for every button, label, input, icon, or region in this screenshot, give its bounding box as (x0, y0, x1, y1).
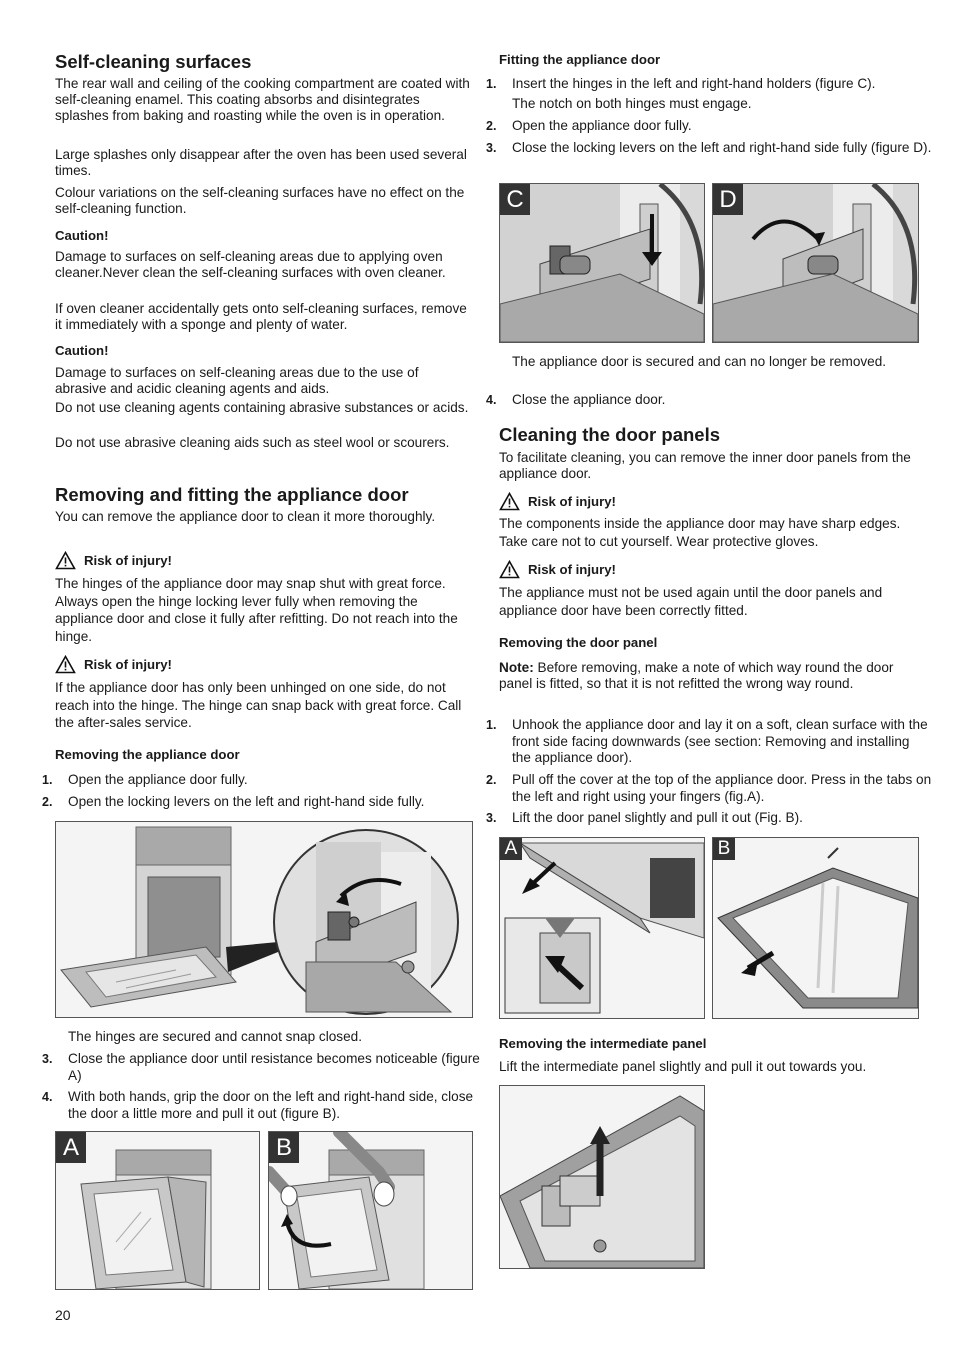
section-heading-self-cleaning: Self-cleaning surfaces (55, 51, 252, 72)
figure-b-grip-door (268, 1131, 473, 1290)
fitting-step-1: 1. Insert the hinges in the left and right-hand holders (figure C). (486, 76, 876, 91)
section-heading-cleaning-door-panels: Cleaning the door panels (499, 424, 720, 445)
panel-step-2: 2. Pull off the cover at the top of the appliance door. Press in the tabs on the left and right using your fingers (fig.A). (486, 772, 932, 804)
figure-d-close-lever (712, 183, 919, 343)
warning-triangle-icon (499, 492, 520, 511)
panel-step-3: 3. Lift the door panel slightly and pull it out (Fig. B). (486, 810, 803, 825)
risk-warning-3 (499, 492, 616, 511)
warning-triangle-icon (499, 560, 520, 579)
sub-heading-removing-door-panel: Removing the door panel (499, 635, 658, 650)
self-cleaning-paragraph-2: Large splashes only disappear after the oven has been used several times. (55, 147, 467, 178)
risk-warning-2 (55, 655, 172, 674)
sub-heading-intermediate-panel: Removing the intermediate panel (499, 1036, 707, 1051)
figure-label-a: A (56, 1132, 86, 1163)
figure-a-close-door (55, 1131, 260, 1290)
panel-step-1: 1. Unhook the appliance door and lay it on a soft, clean surface with the front side facing downwards (see section: Removing and installing the appliance door). (486, 717, 928, 765)
sub-heading-fitting-door: Fitting the appliance door (499, 52, 661, 67)
removing-step-4: 4. With both hands, grip the door on the left and right-hand side, close the door a little more and pull it out (figure B). (42, 1089, 474, 1121)
figure-label-a-panel: A (500, 838, 522, 860)
caution-title-2: Caution! (55, 343, 109, 358)
risk-warning-2-text: If the appliance door has only been unhinged on one side, do not reach into the hinge. The hinge can snap back with great force. Call the after-sales service. (55, 680, 462, 731)
caution-2-text-2: Do not use cleaning agents containing abrasive substances or acids. (55, 400, 469, 415)
sub-heading-removing-door: Removing the appliance door (55, 747, 240, 762)
risk-warning-3-title: Risk of injury! (528, 494, 616, 509)
fitting-step-4: 4. Close the appliance door. (486, 392, 666, 407)
figure-label-d: D (713, 184, 743, 215)
figure-label-b: B (269, 1132, 299, 1163)
warning-triangle-icon (55, 655, 76, 674)
self-cleaning-paragraph-1: The rear wall and ceiling of the cooking compartment are coated with self-cleaning enamel. This coating absorbs and disintegrates splashes from baking and roasting while the oven is in operation. (55, 76, 470, 123)
risk-warning-2-title: Risk of injury! (84, 657, 172, 672)
figure-a-remove-cover (499, 837, 705, 1019)
caution-1-text-2: If oven cleaner accidentally gets onto self-cleaning surfaces, remove it immediately with a sponge and plenty of water. (55, 301, 467, 332)
risk-warning-1-text: The hinges of the appliance door may snap shut with great force. Always open the hinge locking lever fully when removing the appliance door and close it fully after refitting. Do not reach into the hinge. (55, 576, 458, 644)
risk-warning-4 (499, 560, 616, 579)
page-number: 20 (55, 1307, 71, 1323)
risk-warning-1-title: Risk of injury! (84, 553, 172, 568)
risk-warning-4-text: The appliance must not be used again until the door panels and appliance door have been correctly fitted. (499, 585, 883, 618)
fitting-step-2: 2. Open the appliance door fully. (486, 118, 692, 133)
removing-step-3: 3. Close the appliance door until resistance becomes noticeable (figure A) (42, 1051, 480, 1083)
figure-oven-hinge-lever (55, 821, 473, 1018)
intermediate-panel-text: Lift the intermediate panel slightly and pull it out towards you. (499, 1059, 867, 1074)
self-cleaning-paragraph-3: Colour variations on the self-cleaning surfaces have no effect on the self-cleaning function. (55, 185, 465, 216)
risk-warning-1 (55, 551, 172, 570)
figure-c-insert-hinge (499, 183, 705, 343)
risk-warning-3-text: The components inside the appliance door may have sharp edges. Take care not to cut yourself. Wear protective gloves. (499, 516, 901, 549)
door-panels-intro: To facilitate cleaning, you can remove the inner door panels from the appliance door. (499, 450, 911, 481)
figure-label-b-panel: B (713, 838, 735, 860)
removing-step-1: 1. Open the appliance door fully. (42, 772, 248, 787)
caution-1-text-1: Damage to surfaces on self-cleaning areas due to applying oven cleaner.Never clean the self-cleaning surfaces with oven cleaner. (55, 249, 446, 280)
caution-title-1: Caution! (55, 228, 109, 243)
removing-intro: You can remove the appliance door to clean it more thoroughly. (55, 509, 436, 524)
removing-step-2: 2. Open the locking levers on the left and right-hand side fully. (42, 794, 425, 809)
hinge-secured-note: The hinges are secured and cannot snap closed. (68, 1029, 362, 1044)
figure-intermediate-panel (499, 1085, 705, 1269)
figure-label-c: C (500, 184, 530, 215)
fitting-step-3: 3. Close the locking levers on the left and right-hand side fully (figure D). (486, 140, 932, 155)
warning-triangle-icon (55, 551, 76, 570)
risk-warning-4-title: Risk of injury! (528, 562, 616, 577)
notch-note: The notch on both hinges must engage. (512, 96, 752, 111)
caution-2-text-3: Do not use abrasive cleaning aids such as steel wool or scourers. (55, 435, 450, 450)
caution-2-text-1: Damage to surfaces on self-cleaning areas due to the use of abrasive and acidic cleaning agents and aids. (55, 365, 419, 396)
section-heading-removing-fitting: Removing and fitting the appliance door (55, 484, 409, 505)
door-panel-note: Note: Before removing, make a note of which way round the door panel is fitted, so that it is not refitted the wrong way round. (499, 660, 894, 691)
figure-b-lift-panel (712, 837, 919, 1019)
door-secured-note: The appliance door is secured and can no longer be removed. (512, 354, 887, 369)
